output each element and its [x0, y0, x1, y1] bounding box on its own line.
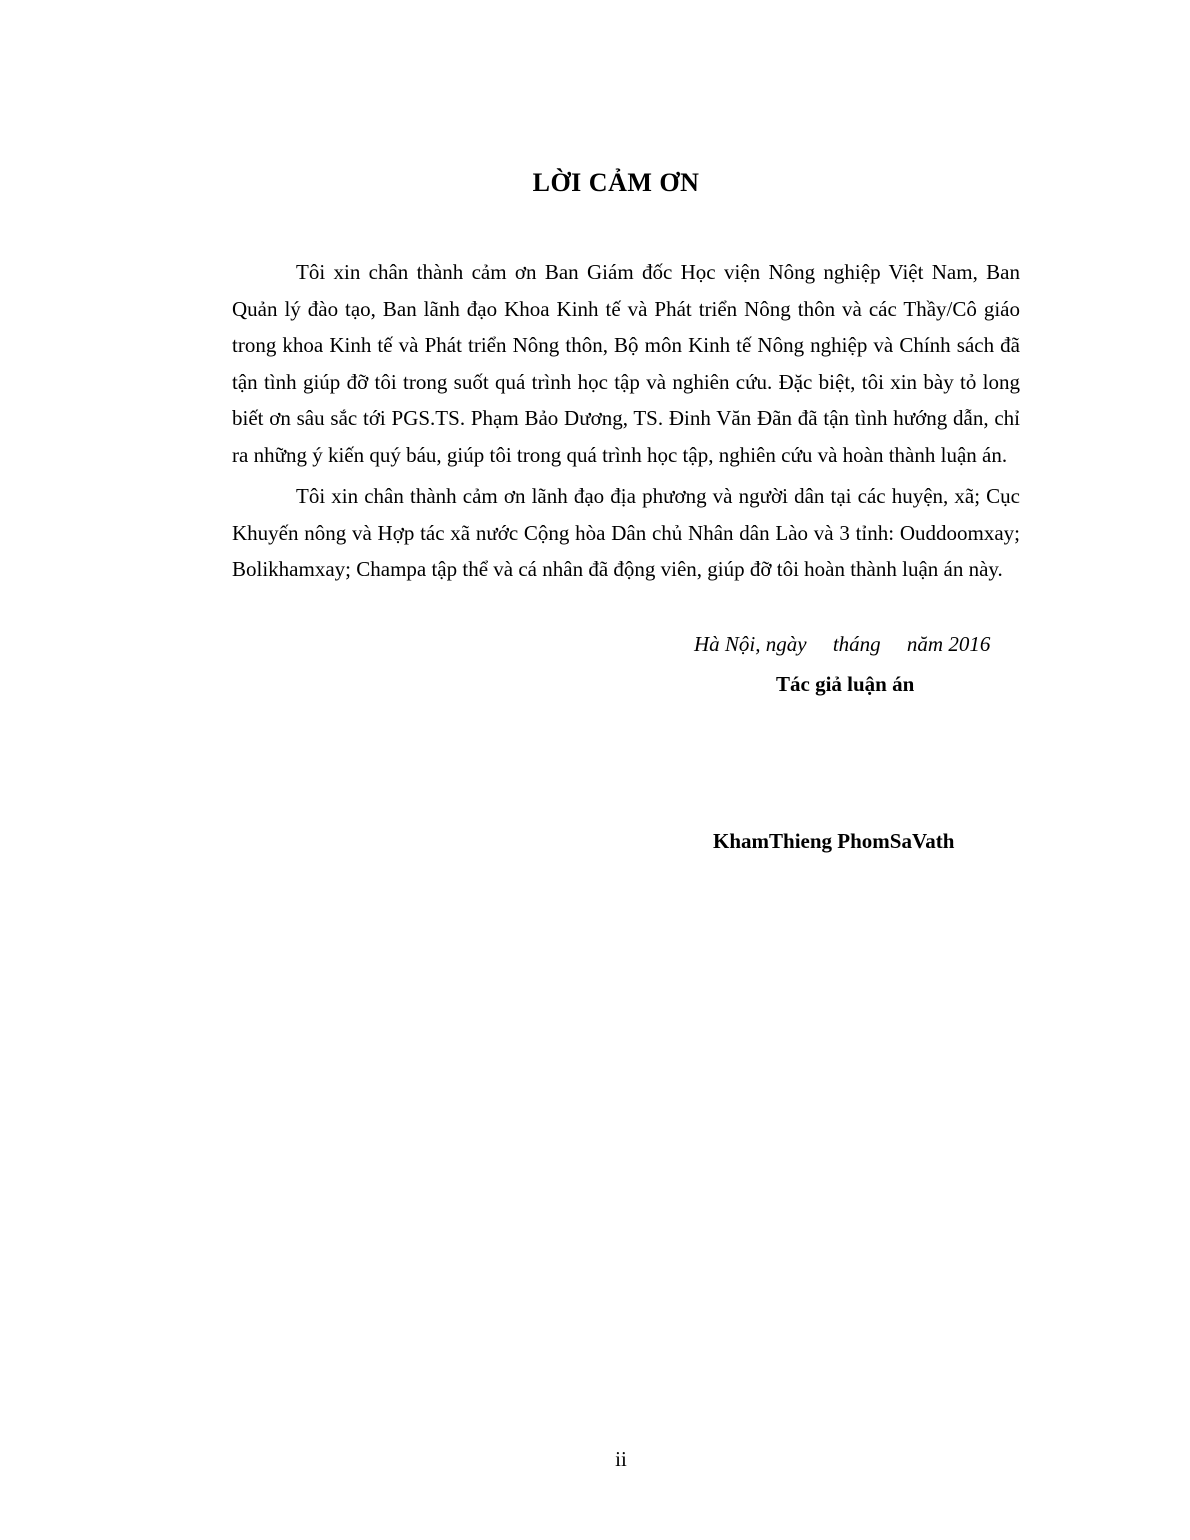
acknowledgement-body: [232, 254, 1020, 593]
paragraph-1: Tôi xin chân thành cảm ơn Ban Giám đốc Học viện Nông nghiệp Việt Nam, Ban Quản lý đào tạo, Ban lãnh đạo Khoa Kinh tế và Phát triển Nông thôn và các Thầy/Cô giáo trong khoa Kinh tế và Phát triển Nông thôn, Bộ môn Kinh tế Nông nghiệp và Chính sách đã tận tình giúp đỡ tôi trong suốt quá trình học tập và nghiên cứu. Đặc biệt, tôi xin bày tỏ long biết ơn sâu sắc tới PGS.TS. Phạm Bảo Dương, TS. Đinh Văn Đãn đã tận tình hướng dẫn, chỉ ra những ý kiến quý báu, giúp tôi trong quá trình học tập, nghiên cứu và hoàn thành luận án.: [232, 260, 1020, 467]
author-name: KhamThieng PhomSaVath: [713, 829, 955, 853]
page-title: LỜI CẢM ƠN: [532, 168, 700, 197]
author-label: Tác giả luận án: [776, 672, 915, 696]
date-line: Hà Nội, ngày tháng năm 2016: [694, 632, 991, 656]
page-number: ii: [615, 1447, 627, 1471]
paragraph-2: Tôi xin chân thành cảm ơn lãnh đạo địa phương và người dân tại các huyện, xã; Cục Khuyến nông và Hợp tác xã nước Cộng hòa Dân chủ Nhân dân Lào và 3 tỉnh: Ouddoomxay; Bolikhamxay; Champa tập thể và cá nhân đã động viên, giúp đỡ tôi hoàn thành luận án này.: [232, 484, 1020, 581]
